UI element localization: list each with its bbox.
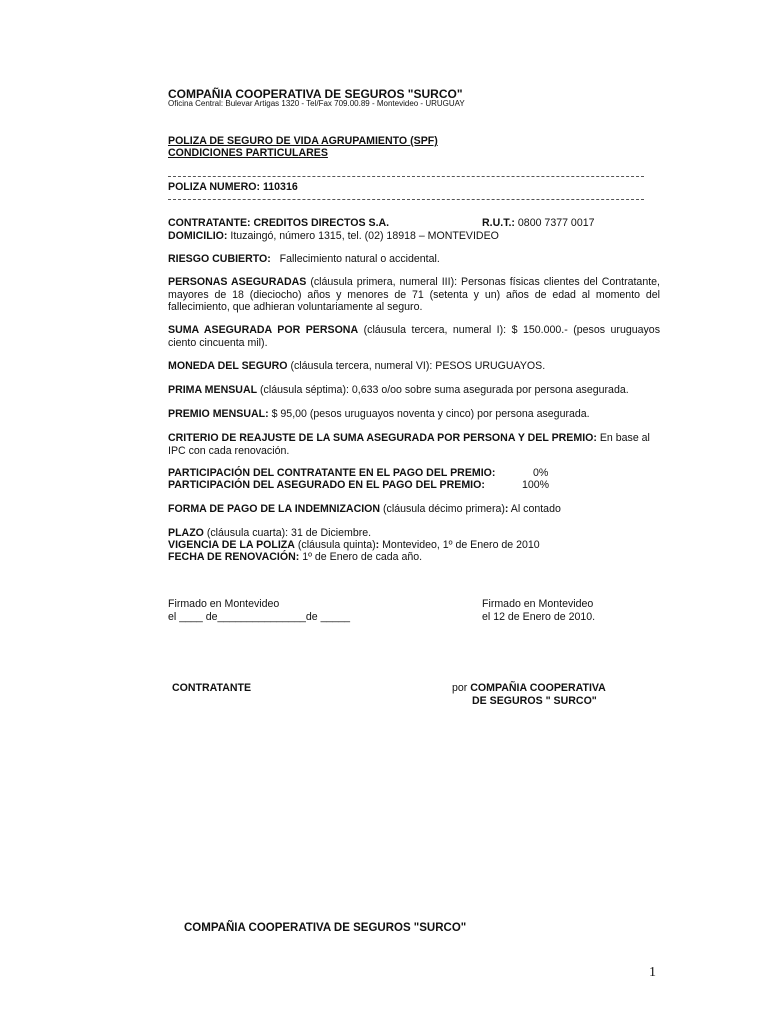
criterio-text: En base al IPC con cada renovación. bbox=[168, 432, 650, 457]
riesgo-line bbox=[168, 253, 660, 266]
suma-label: SUMA ASEGURADA POR PERSONA bbox=[168, 324, 359, 336]
signature-right-line1: Firmado en Montevideo bbox=[482, 598, 594, 610]
moneda-label: MONEDA DEL SEGURO bbox=[168, 360, 288, 372]
vigencia-line bbox=[168, 539, 660, 552]
domicilio-value: Ituzaingó, número 1315, tel. (02) 18918 – MONTEVIDEO bbox=[227, 230, 499, 242]
vigencia-label: VIGENCIA DE LA POLIZA bbox=[168, 539, 295, 551]
forma-colon: : bbox=[504, 503, 509, 515]
rut-value: 0800 7377 0017 bbox=[514, 217, 595, 229]
domicilio-label: DOMICILIO: bbox=[168, 230, 228, 242]
signature-right bbox=[482, 598, 595, 624]
prima-label: PRIMA MENSUAL bbox=[168, 384, 258, 396]
policy-title-line2: CONDICIONES PARTICULARES bbox=[168, 147, 328, 159]
forma-label: FORMA DE PAGO DE LA INDEMNIZACION bbox=[168, 503, 381, 515]
prima-line bbox=[168, 384, 660, 397]
part-asegurado-label: PARTICIPACIÓN DEL ASEGURADO EN EL PAGO DEL PREMIO: bbox=[168, 479, 485, 491]
riesgo-label: RIESGO CUBIERTO: bbox=[168, 253, 271, 265]
signature-left-line1: Firmado en Montevideo bbox=[168, 598, 280, 610]
vigencia-value: Montevideo, 1º de Enero de 2010 bbox=[379, 539, 540, 551]
contratante-signature-label: CONTRATANTE bbox=[172, 682, 252, 694]
personas-label: PERSONAS ASEGURADAS bbox=[168, 276, 307, 288]
company-signature-line2: DE SEGUROS " SURCO" bbox=[472, 694, 597, 707]
part-asegurado-value: 100% bbox=[522, 479, 550, 491]
signature-right-line2: el 12 de Enero de 2010. bbox=[482, 611, 596, 623]
vigencia-text: (cláusula quinta) bbox=[294, 539, 376, 551]
renovacion-line bbox=[168, 551, 660, 564]
policy-number bbox=[168, 181, 660, 194]
vigencia-colon: : bbox=[375, 539, 380, 551]
rut-line bbox=[482, 217, 595, 230]
personas-text: (cláusula primera, numeral III): Personas físicas clientes del Contratante, mayores de 18 (dieciocho) años y menores de 71 (setenta y un) años de edad al momento del fallecimiento, que adhieran voluntariamente al seguro. bbox=[168, 276, 660, 313]
personas-paragraph bbox=[168, 276, 660, 314]
page-number: 1 bbox=[649, 965, 656, 980]
suma-paragraph bbox=[168, 324, 660, 349]
criterio-label: CRITERIO DE REAJUSTE DE LA SUMA ASEGURADA POR PERSONA Y DEL PREMIO: bbox=[168, 432, 597, 444]
part-contratante-value: 0% bbox=[533, 467, 549, 479]
plazo-line bbox=[168, 527, 660, 540]
divider-bottom bbox=[168, 199, 644, 200]
criterio-paragraph bbox=[168, 432, 660, 457]
contratante-label: CONTRATANTE: CREDITOS DIRECTOS S.A. bbox=[168, 217, 390, 229]
renovacion-label: FECHA DE RENOVACIÓN: bbox=[168, 551, 300, 563]
forma-text: (cláusula décimo primera) bbox=[380, 503, 505, 515]
company-title: COMPAÑIA COOPERATIVA DE SEGUROS "SURCO" bbox=[168, 87, 463, 101]
domicilio-line bbox=[168, 230, 660, 243]
riesgo-value: Fallecimiento natural o accidental. bbox=[270, 253, 440, 265]
part-contratante-label: PARTICIPACIÓN DEL CONTRATANTE EN EL PAGO DEL PREMIO: bbox=[168, 467, 496, 479]
policy-number-label: POLIZA NUMERO bbox=[168, 181, 257, 193]
plazo-label: PLAZO bbox=[168, 527, 204, 539]
premio-line bbox=[168, 408, 660, 421]
premio-label: PREMIO MENSUAL: bbox=[168, 408, 269, 420]
rut-label: R.U.T.: bbox=[482, 217, 515, 229]
forma-pago-line bbox=[168, 503, 660, 516]
moneda-text: (cláusula tercera, numeral VI): PESOS URUGUAYOS. bbox=[287, 360, 546, 372]
forma-value: Al contado bbox=[508, 503, 561, 515]
premio-text: $ 95,00 (pesos uruguayos noventa y cinco) por persona asegurada. bbox=[268, 408, 590, 420]
moneda-line bbox=[168, 360, 660, 373]
company-address: Oficina Central: Bulevar Artigas 1320 - Tel/Fax 709.00.89 - Montevideo - URUGUAY bbox=[168, 99, 465, 108]
policy-number-value: : 110316 bbox=[256, 181, 298, 193]
footer-company: COMPAÑIA COOPERATIVA DE SEGUROS "SURCO" bbox=[184, 922, 467, 934]
company-signature-line1: COMPAÑIA COOPERATIVA bbox=[470, 682, 606, 694]
divider-top bbox=[168, 176, 644, 177]
signature-left-line2: el ____ de_______________de _____ bbox=[168, 611, 351, 623]
prima-text: (cláusula séptima): 0,633 o/oo sobre suma asegurada por persona asegurada. bbox=[257, 384, 629, 396]
policy-title-line1: POLIZA DE SEGURO DE VIDA AGRUPAMIENTO (SPF) bbox=[168, 135, 438, 147]
signature-left bbox=[168, 598, 350, 624]
suma-text: (cláusula tercera, numeral I): $ 150.000.- (pesos uruguayos ciento cincuenta mil). bbox=[168, 324, 660, 349]
plazo-text: (cláusula cuarta): 31 de Diciembre. bbox=[203, 527, 372, 539]
policy-title bbox=[168, 135, 438, 159]
renovacion-value: 1º de Enero de cada año. bbox=[299, 551, 423, 563]
company-signature bbox=[452, 682, 606, 707]
por-text: por bbox=[452, 682, 471, 694]
